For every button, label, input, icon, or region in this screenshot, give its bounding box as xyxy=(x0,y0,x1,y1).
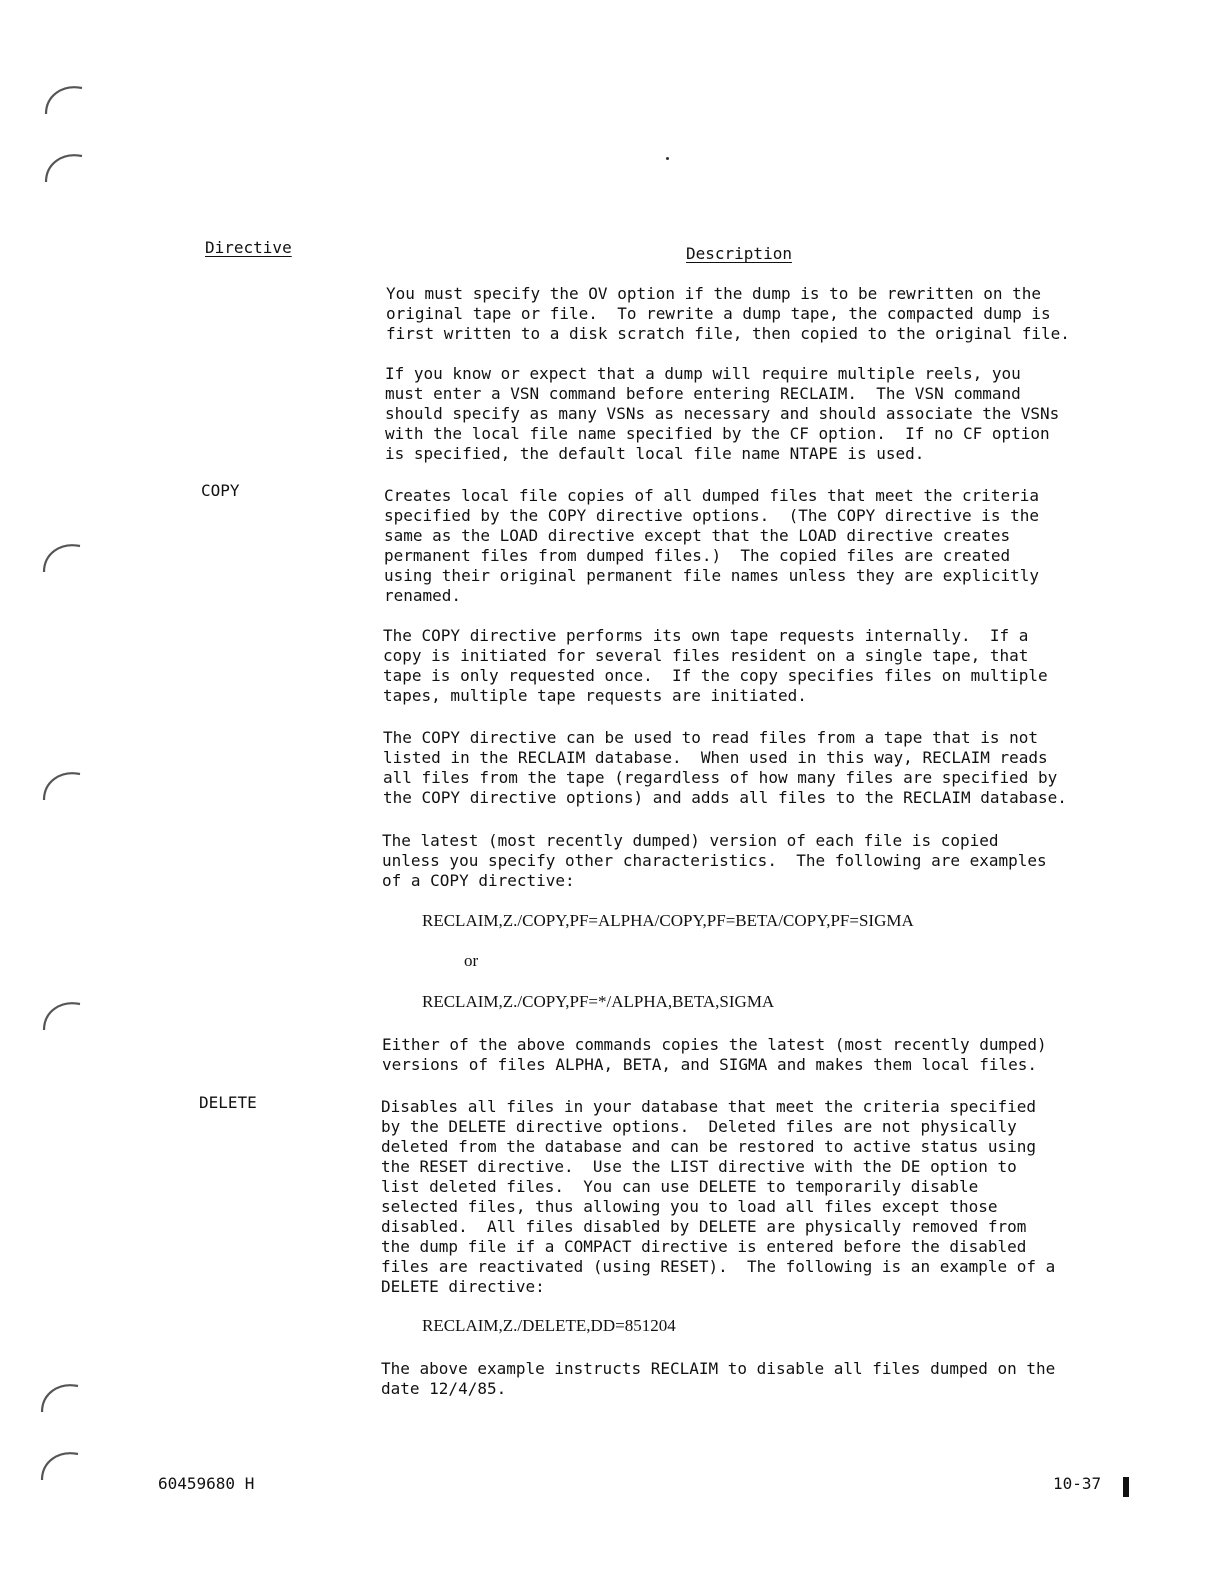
description-paragraph: The COPY directive can be used to read files from a tape that is not listed in the RECLAIM database. When used in this way, RECLAIM reads all files from the tape (regardless of how many files are specified by the COPY directive options) and adds all files to the RECLAIM database. xyxy=(383,728,1067,807)
binder-hole-mark-icon xyxy=(38,142,88,192)
binder-hole-mark-icon xyxy=(34,1372,84,1422)
description-paragraph: You must specify the OV option if the dump is to be rewritten on the original tape or file. To rewrite a dump tape, the compacted dump is first written to a disk scratch file, then copied to the original file. xyxy=(386,284,1070,343)
description-paragraph: Either of the above commands copies the latest (most recently dumped) versions of files ALPHA, BETA, and SIGMA and makes them local files. xyxy=(382,1035,1047,1074)
page-number: 10-37 xyxy=(1053,1474,1102,1493)
description-paragraph: The above example instructs RECLAIM to disable all files dumped on the date 12/4/85. xyxy=(381,1359,1056,1398)
binder-hole-mark-icon xyxy=(36,532,86,582)
directive-column-header: Directive xyxy=(205,238,292,257)
description-paragraph: If you know or expect that a dump will require multiple reels, you must enter a VSN command before entering RECLAIM. The VSN command should specify as many VSNs as necessary and should associate the VSNs with the local file name specified by the CF option. If no CF option is specified, the default local file name NTAPE is used. xyxy=(385,364,1060,463)
example-command: RECLAIM,Z./COPY,PF=*/ALPHA,BETA,SIGMA xyxy=(422,992,775,1011)
directive-name-delete: DELETE xyxy=(199,1093,257,1112)
binder-hole-mark-icon xyxy=(36,760,86,810)
description-paragraph: The latest (most recently dumped) version of each file is copied unless you specify other characteristics. The following are examples of a COPY directive: xyxy=(382,831,1047,890)
directive-name-copy: COPY xyxy=(201,481,240,500)
binder-hole-mark-icon xyxy=(36,990,86,1040)
description-column-header: Description xyxy=(686,244,792,263)
binder-hole-mark-icon xyxy=(38,74,88,124)
change-bar-mark xyxy=(1123,1477,1129,1497)
description-paragraph: The COPY directive performs its own tape requests internally. If a copy is initiated for several files resident on a single tape, that tape is only requested once. If the copy specifies files on multiple tapes, multiple tape requests are initiated. xyxy=(383,626,1048,705)
or-text: or xyxy=(464,951,479,970)
speck-mark xyxy=(666,157,669,160)
document-number: 60459680 H xyxy=(158,1474,255,1493)
example-command: RECLAIM,Z./COPY,PF=ALPHA/COPY,PF=BETA/COPY,PF=SIGMA xyxy=(422,911,914,930)
description-paragraph: Disables all files in your database that meet the criteria specified by the DELETE directive options. Deleted files are not physically deleted from the database and can be restored to active status using the RESET directive. Use the LIST directive with the DE option to list deleted files. You can use DELETE to temporarily disable selected files, thus allowing you to load all files except those disabled. All files disabled by DELETE are physically removed from the dump file if a COMPACT directive is entered before the disabled files are reactivated (using RESET). The following is an example of a DELETE directive: xyxy=(381,1097,1056,1296)
description-paragraph: Creates local file copies of all dumped files that meet the criteria specified by the COPY directive options. (The COPY directive is the same as the LOAD directive except that the LOAD directive creates permanent files from dumped files.) The copied files are created using their original permanent file names unless they are explicitly renamed. xyxy=(384,486,1040,605)
example-command: RECLAIM,Z./DELETE,DD=851204 xyxy=(422,1316,676,1335)
binder-hole-mark-icon xyxy=(34,1440,84,1490)
